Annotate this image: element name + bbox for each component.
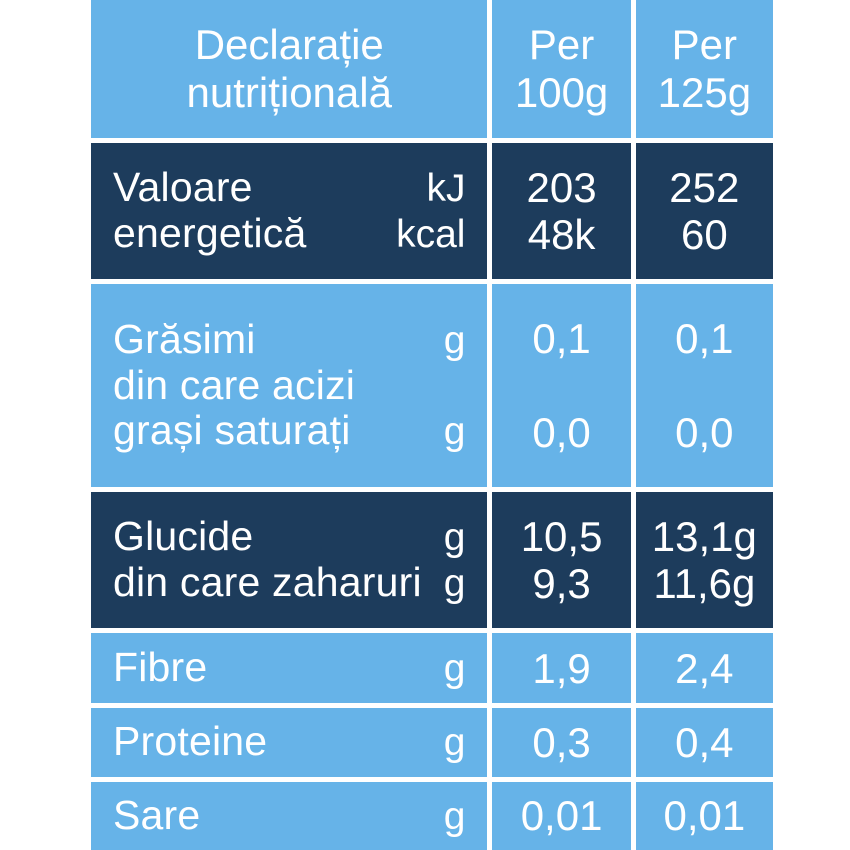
row-salt-per125g-cell bbox=[633, 779, 773, 850]
row-salt-label-cell bbox=[91, 779, 490, 850]
row-energy-per125g-kcal: 60 bbox=[680, 210, 728, 258]
header-title-line1: Declarație bbox=[194, 20, 384, 68]
row-salt-unit: g bbox=[443, 794, 466, 838]
row-energy-per100g-cell bbox=[490, 140, 633, 281]
row-protein-per100g: 0,3 bbox=[532, 718, 591, 766]
row-protein-unit: g bbox=[443, 721, 466, 765]
row-carbs-line-2 bbox=[91, 560, 487, 606]
table-row bbox=[91, 140, 773, 281]
row-protein-line-1 bbox=[91, 719, 487, 765]
row-saturates-per125g: 0,0 bbox=[675, 409, 734, 457]
row-protein-per125g-cell bbox=[633, 705, 773, 779]
row-fibre-unit: g bbox=[443, 647, 466, 691]
row-fat-per100g: 0,1 bbox=[532, 314, 591, 362]
table-row bbox=[91, 490, 773, 631]
row-energy-label-2: energetică bbox=[113, 209, 307, 256]
row-carbs-per100g-cell bbox=[490, 490, 633, 631]
row-protein-per125g: 0,4 bbox=[675, 718, 734, 766]
table-row bbox=[91, 779, 773, 850]
row-carbs-unit-1: g bbox=[443, 516, 466, 560]
row-fat-unit-3: g bbox=[443, 410, 466, 454]
row-carbs-per100g: 10,5 bbox=[520, 513, 603, 561]
row-energy-unit-1: kJ bbox=[426, 166, 466, 210]
table-row bbox=[91, 631, 773, 705]
nutrition-table bbox=[91, 0, 773, 850]
row-protein-label: Proteine bbox=[113, 718, 268, 765]
row-fat-line-1 bbox=[91, 317, 487, 363]
row-fat-line-3 bbox=[91, 408, 487, 454]
row-saturates-per100g: 0,0 bbox=[532, 409, 591, 457]
row-salt-per125g: 0,01 bbox=[663, 792, 746, 840]
row-energy-line-2 bbox=[91, 211, 487, 257]
row-fibre-label: Fibre bbox=[113, 644, 208, 691]
row-fat-label-cell bbox=[91, 281, 490, 489]
row-carbs-label-cell bbox=[91, 490, 490, 631]
row-energy-label-1: Valoare bbox=[113, 163, 253, 210]
row-sugars-per100g: 9,3 bbox=[532, 560, 591, 608]
row-salt-line-1 bbox=[91, 793, 487, 839]
table-header-row bbox=[91, 0, 773, 140]
row-salt-per100g-cell bbox=[490, 779, 633, 850]
row-fibre-per125g: 2,4 bbox=[675, 644, 734, 692]
row-fat-line-2 bbox=[91, 363, 487, 409]
row-energy-per125g-kj: 252 bbox=[669, 163, 740, 211]
header-per125g-cell bbox=[633, 0, 773, 140]
row-fat-per125g-cell bbox=[633, 281, 773, 489]
table-row bbox=[91, 281, 773, 489]
row-energy-per100g-kcal: 48k bbox=[527, 210, 596, 258]
row-energy-per125g-cell bbox=[633, 140, 773, 281]
row-carbs-line-1 bbox=[91, 514, 487, 560]
row-fat-label-1: Grăsimi bbox=[113, 315, 256, 362]
header-per100g-cell bbox=[490, 0, 633, 140]
row-energy-label-cell bbox=[91, 140, 490, 281]
row-energy-unit-2: kcal bbox=[396, 212, 466, 256]
header-title-line2: nutrițională bbox=[186, 68, 392, 116]
row-salt-per100g: 0,01 bbox=[520, 792, 603, 840]
header-title-cell bbox=[91, 0, 490, 140]
row-salt-label: Sare bbox=[113, 791, 201, 838]
nutrition-table-container bbox=[91, 0, 773, 850]
row-fibre-label-cell bbox=[91, 631, 490, 705]
table-row bbox=[91, 705, 773, 779]
row-carbs-unit-2: g bbox=[443, 562, 466, 606]
header-per100g-line2: 100g bbox=[514, 68, 609, 116]
header-per100g-line1: Per bbox=[528, 20, 595, 68]
row-fat-per125g: 0,1 bbox=[675, 314, 734, 362]
row-fibre-per100g: 1,9 bbox=[532, 644, 591, 692]
row-fat-unit-1: g bbox=[443, 318, 466, 362]
row-energy-per100g-kj: 203 bbox=[526, 163, 597, 211]
row-fat-label-2: din care acizi bbox=[113, 361, 356, 408]
row-protein-label-cell bbox=[91, 705, 490, 779]
row-carbs-per125g-cell bbox=[633, 490, 773, 631]
row-fat-label-3: grași saturați bbox=[113, 407, 351, 454]
row-fibre-per100g-cell bbox=[490, 631, 633, 705]
row-fibre-per125g-cell bbox=[633, 631, 773, 705]
row-fibre-line-1 bbox=[91, 645, 487, 691]
row-sugars-per125g: 11,6g bbox=[653, 560, 756, 608]
row-fat-per100g-cell bbox=[490, 281, 633, 489]
row-carbs-per125g: 13,1g bbox=[651, 513, 757, 561]
row-carbs-label-1: Glucide bbox=[113, 513, 254, 560]
header-per125g-line2: 125g bbox=[657, 68, 752, 116]
row-energy-line-1 bbox=[91, 165, 487, 211]
row-carbs-label-2: din care zaharuri bbox=[113, 559, 422, 606]
header-per125g-line1: Per bbox=[671, 20, 738, 68]
row-protein-per100g-cell bbox=[490, 705, 633, 779]
